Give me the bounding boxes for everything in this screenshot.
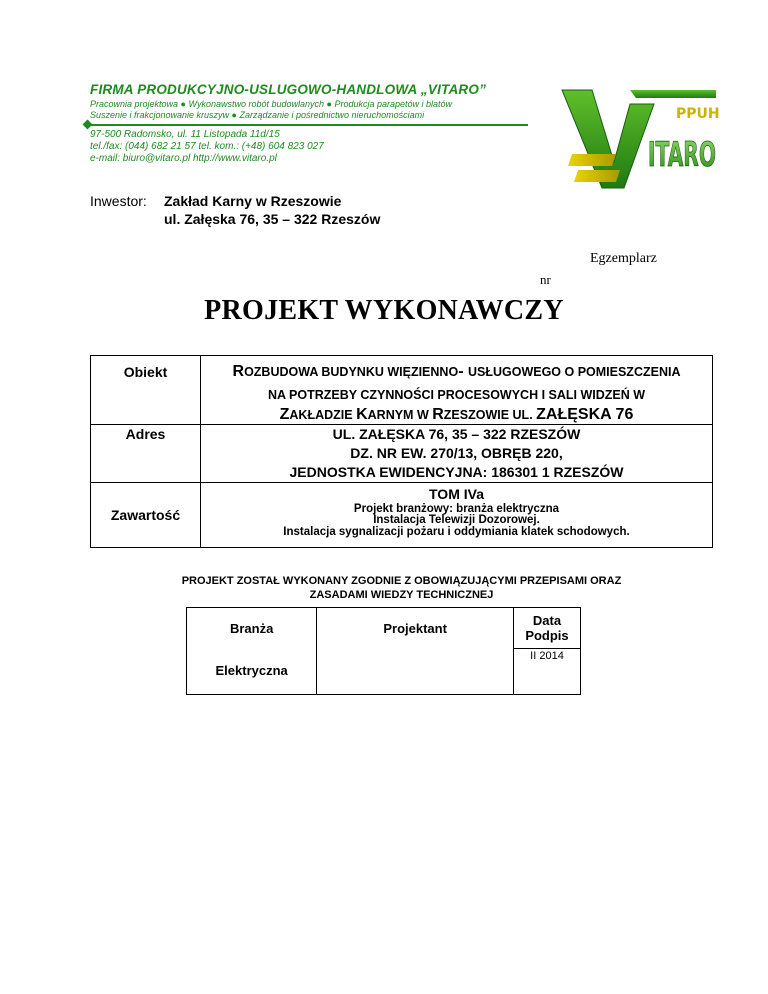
object-label: Obiekt [123, 364, 168, 380]
vitaro-logo [558, 84, 718, 196]
row-date: II 2014 [513, 648, 580, 695]
logo-text-bottom: ITARO [648, 135, 716, 175]
object-row [91, 356, 713, 425]
investor-name: Zakład Karny w Rzeszowie [164, 193, 342, 209]
company-name: FIRMA PRODUKCYJNO-USLUGOWO-HANDLOWA „VITARO” [90, 82, 487, 97]
company-services-line2: Suszenie i frakcjonowanie kruszyw ● Zarządzanie i pośrednictwo nieruchomościami [90, 110, 425, 120]
signoff-data-row [187, 648, 581, 695]
address-label-cell [91, 425, 201, 483]
compliance-line2: ZASADAMI WIEDZY TECHNICZNEJ [309, 589, 494, 601]
copy-number-label: nr [540, 272, 551, 287]
compliance-line1: PROJEKT ZOSTAŁ WYKONANY ZGODNIE Z OBOWIĄZUJĄCYMI PRZEPISAMI ORAZ [181, 575, 622, 587]
compliance-statement [90, 574, 713, 602]
contents-row [91, 483, 713, 548]
col-date-header [513, 608, 580, 649]
contents-title: TOM IVa [429, 486, 484, 502]
contents-line2: Instalacja Telewizji Dozorowej. [373, 514, 540, 526]
contents-value-cell [201, 483, 713, 548]
copy-label: Egzemplarz [590, 251, 657, 266]
row-branch-value: Elektryczna [215, 663, 288, 678]
col-date-line2: Podpis [525, 627, 569, 643]
address-line3: JEDNOSTKA EWIDENCYJNA: 186301 1 RZESZÓW [289, 464, 624, 480]
object-value-cell [201, 356, 713, 425]
company-address: 97-500 Radomsko, ul. 11 Listopada 11d/15 [90, 129, 280, 140]
investor-address: ul. Załęska 76, 35 – 322 Rzeszów [164, 211, 381, 227]
contents-label-cell [91, 483, 201, 548]
object-line3: ZAKŁADZIE KARNYM W RZESZOWIE UL. ZAŁĘSKA 76 [279, 406, 634, 423]
address-line2: DZ. NR EW. 270/13, OBRĘB 220, [350, 445, 563, 461]
contents-line3: Instalacja sygnalizacji pożaru i oddymiania klatek schodowych. [283, 526, 630, 538]
company-services-line1: Pracownia projektowa ● Wykonawstwo robót budowlanych ● Produkcja parapetów i blatów [90, 99, 453, 109]
col-date-line1: Data [532, 612, 562, 628]
contents-line1: Projekt branżowy: branża elektryczna [353, 503, 560, 515]
row-branch [187, 648, 317, 695]
address-value-cell [201, 425, 713, 483]
logo-text-top: PPUH [676, 106, 720, 122]
object-label-cell [91, 356, 201, 425]
document-title: PROJEKT WYKONAWCZY [204, 295, 564, 326]
address-line1: UL. ZAŁĘSKA 76, 35 – 322 RZESZÓW [332, 426, 581, 442]
signoff-table [186, 607, 581, 695]
object-line1: ROZBUDOWA BUDYNKU WIĘZIENNO- USŁUGOWEGO O POMIESZCZENIA [232, 363, 681, 380]
address-label: Adres [125, 426, 166, 442]
col-branch-header: Branża [187, 608, 317, 649]
header-rule [88, 124, 528, 126]
investor-label: Inwestor: [90, 193, 147, 209]
contents-label: Zawartość [110, 507, 181, 523]
object-line2: NA POTRZEBY CZYNNOŚCI PROCESOWYCH I SALI WIDZEŃ W [267, 388, 646, 402]
signoff-header-row [187, 608, 581, 649]
project-info-table [90, 355, 713, 548]
row-designer [317, 648, 514, 695]
col-designer-header: Projektant [317, 608, 514, 649]
address-row [91, 425, 713, 483]
company-phones: tel./fax: (044) 682 21 57 tel. kom.: (+48) 604 823 027 [90, 141, 324, 152]
company-web: e-mail: biuro@vitaro.pl http://www.vitaro.pl [90, 153, 277, 164]
